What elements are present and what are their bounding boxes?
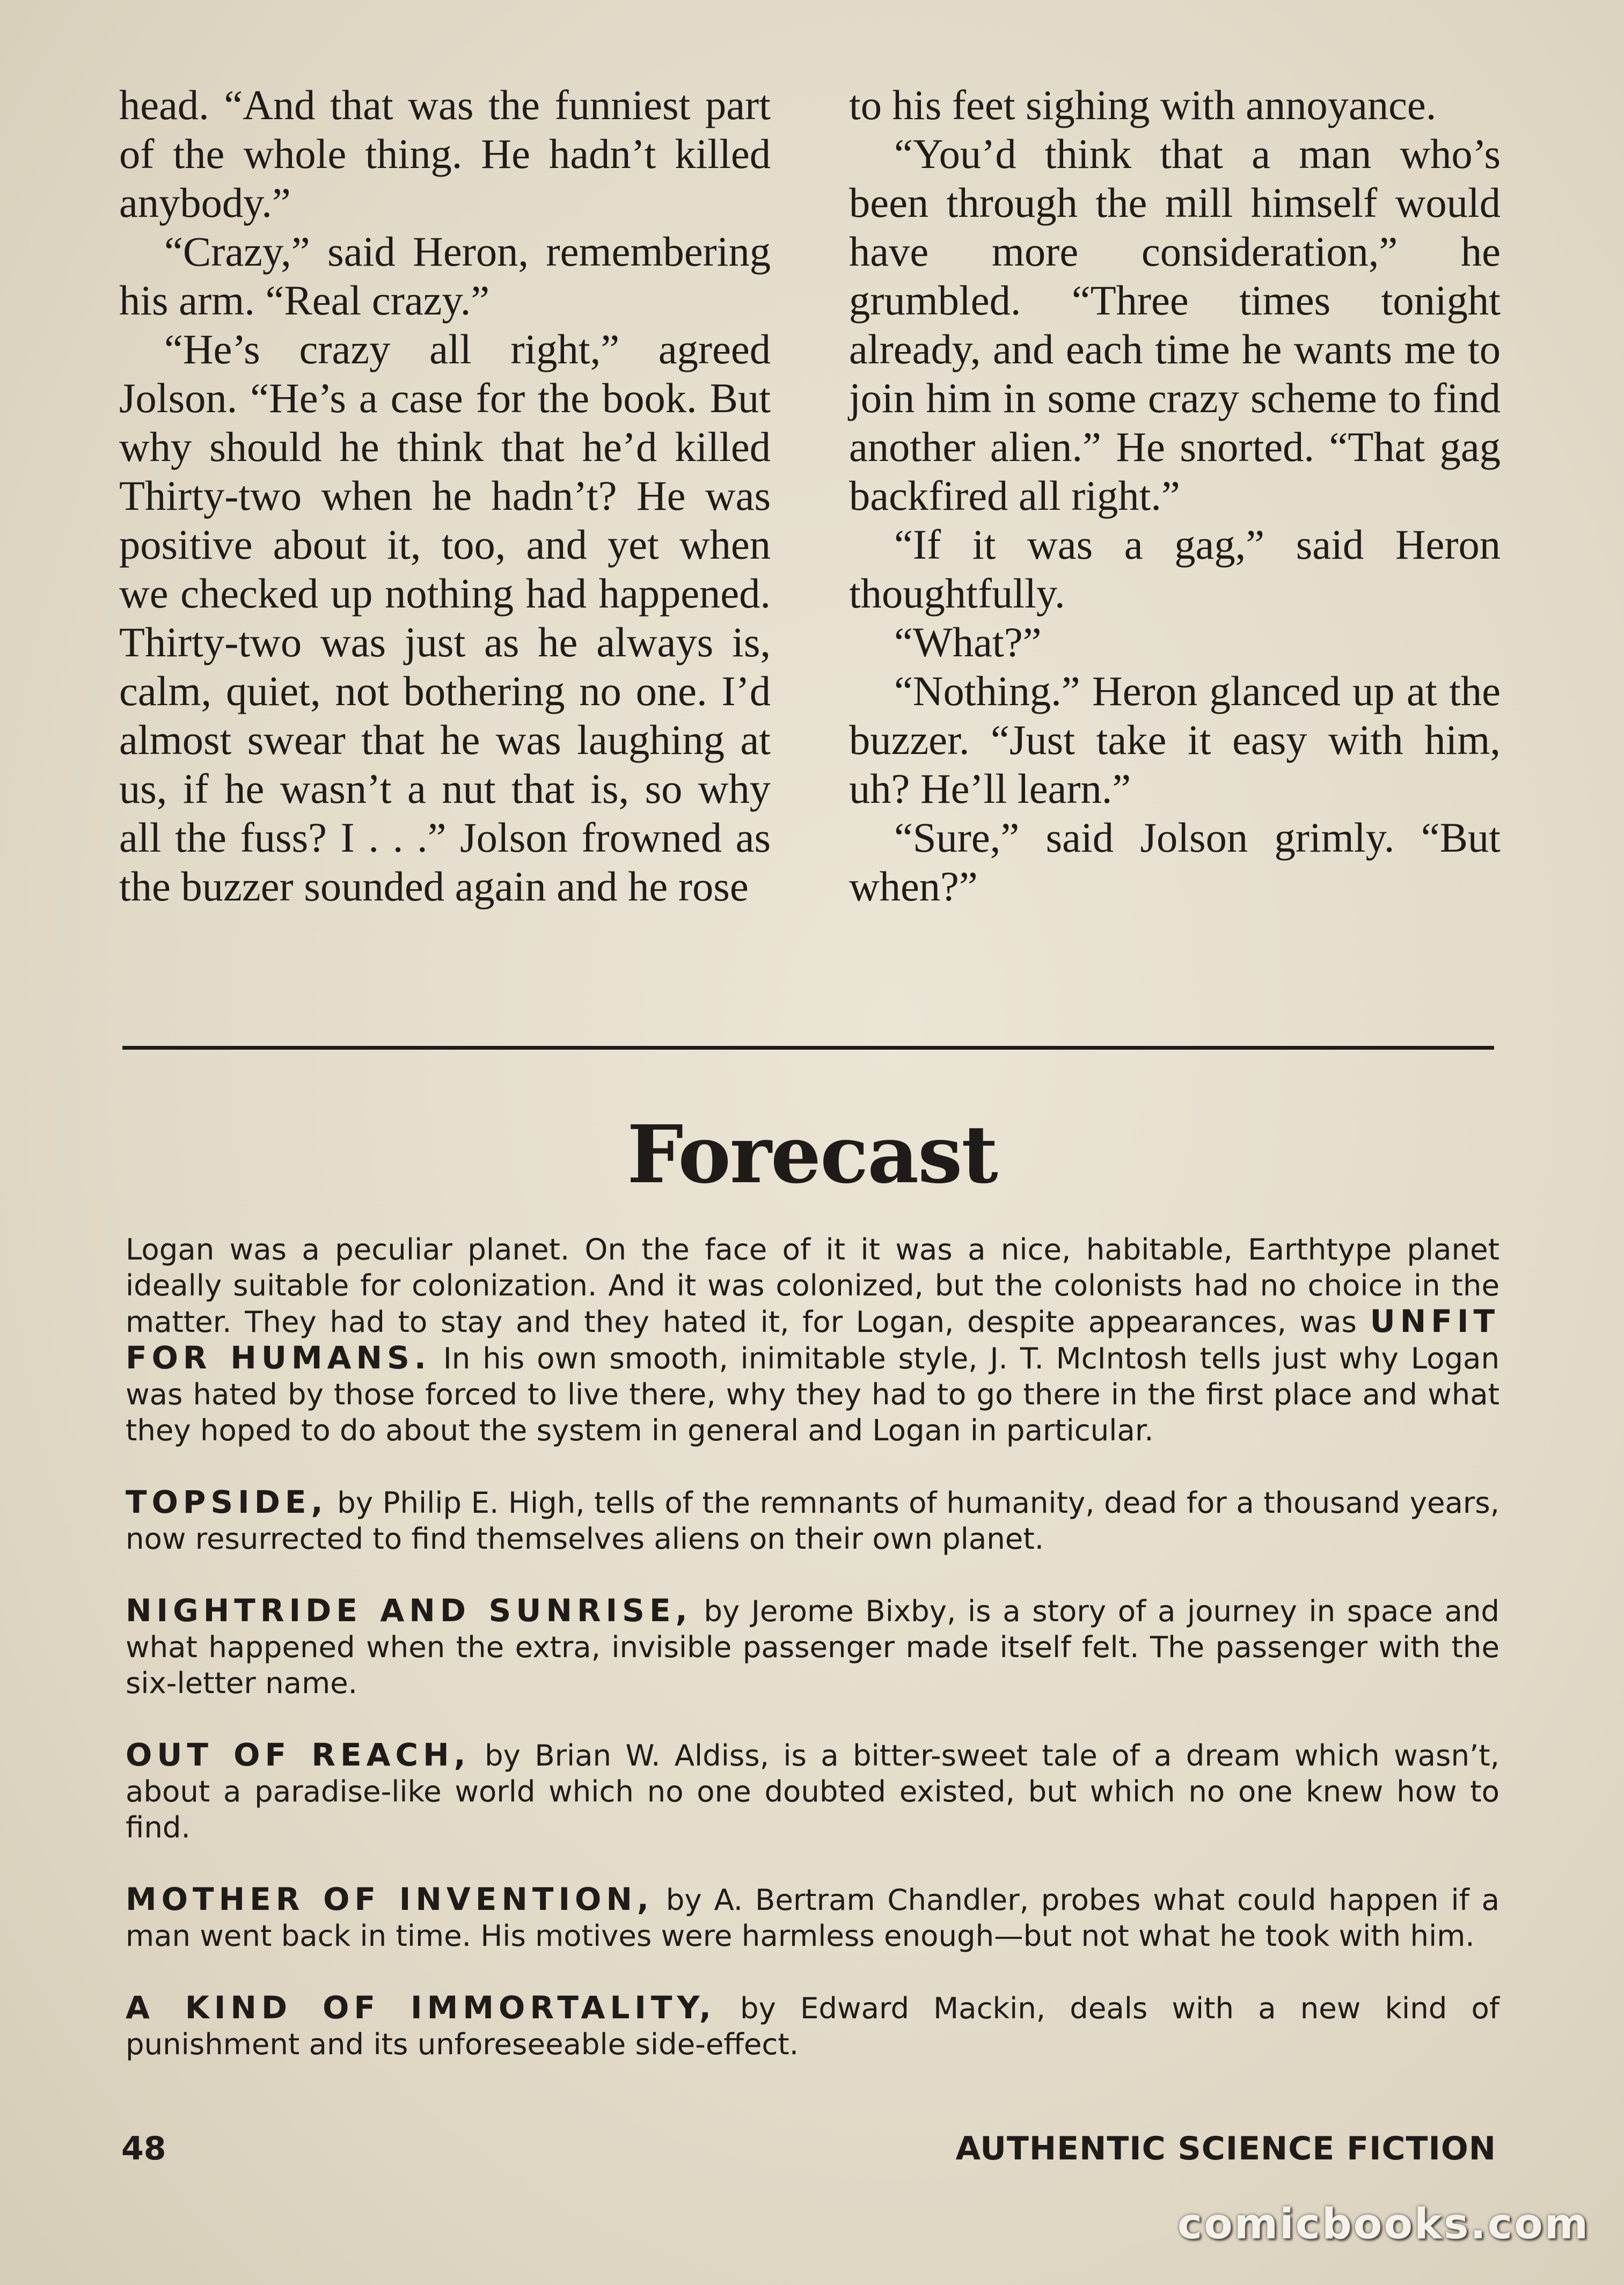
story-paragraph: “What?” <box>894 619 1042 665</box>
forecast-intro <box>126 1232 1499 1448</box>
story-paragraph: to his feet sighing with annoyance. <box>849 82 1437 128</box>
forecast-heading: Forecast <box>627 1108 997 1201</box>
section-divider <box>122 1046 1494 1050</box>
forecast-item-title: MOTHER OF INVENTION, <box>126 1881 654 1917</box>
forecast-item-text: by Philip E. High, tells of the remnants of humanity, dead for a thousand years, now resurrected to find themselves aliens on their own planet. <box>126 1485 1500 1556</box>
forecast-item-title: A KIND OF IMMORTALITY, <box>126 1989 716 2026</box>
forecast-item-text: by Jerome Bixby, is a story of a journey in space and what happened when the extra, invisible passenger made itself felt. The passenger with the six-letter name. <box>126 1594 1500 1700</box>
story-paragraph: “He’s crazy all right,” agreed Jolson. “He’s a case for the book. But why should he think that he’d killed Thirty-two when he hadn’t? He was positive about it, too, and yet when we checked up nothing had happened. Thirty-two was just as he always is, calm, quiet, not bothering no one. I’d almost swear that he was laughing at us, if he wasn’t a nut that is, so why all the fuss? I . . .” Jolson frowned as the buzzer sounded again and he rose <box>119 326 771 910</box>
forecast-intro-text: Logan was a peculiar planet. On the face of it it was a nice, habitable, Earthtype planet ideally suitable for colonization. And it was colonized, but the colonists had no choice in the matter. They had to stay and they hated it, for Logan, despite appearances, was <box>126 1232 1499 1339</box>
story-paragraph: head. “And that was the funniest part of the whole thing. He hadn’t killed anybody.” <box>119 82 771 226</box>
forecast-intro-title: UNFIT FOR HUMANS. <box>126 1303 1500 1376</box>
story-paragraph: “Crazy,” said Heron, remembering his arm. “Real crazy.” <box>119 228 771 324</box>
forecast-item-title: OUT OF REACH, <box>126 1737 471 1773</box>
forecast-section <box>126 1232 1499 2062</box>
forecast-item <box>126 1593 1499 1701</box>
forecast-item <box>126 1881 1499 1954</box>
story-paragraph: “Nothing.” Heron glanced up at the buzzer. “Just take it easy with him, uh? He’ll learn.” <box>849 668 1501 812</box>
watermark: comicbooks.com <box>1177 2200 1590 2249</box>
forecast-item <box>126 1990 1499 2062</box>
story-paragraph: “Sure,” said Jolson grimly. “But when?” <box>849 814 1501 910</box>
forecast-item <box>126 1737 1499 1845</box>
forecast-item-text: by Edward Mackin, deals with a new kind of punishment and its unforeseeable side-effect. <box>126 1991 1499 2061</box>
story-paragraph: “You’d think that a man who’s been through the mill himself would have more consideration,” he grumbled. “Three times tonight already, and each time he wants me to join him in some crazy scheme to find another alien.” He snorted. “That gag backfired all right.” <box>849 130 1501 519</box>
forecast-item-text: by A. Bertram Chandler, probes what could happen if a man went back in time. His motives were harmless enough—but not what he took with him. <box>126 1883 1500 1953</box>
story-column-right <box>849 80 1501 911</box>
story-paragraph: “If it was a gag,” said Heron thoughtfully. <box>849 521 1501 617</box>
forecast-intro-text: In his own smooth, inimitable style, J. T. McIntosh tells just why Logan was hated by those forced to live there, why they had to go there in the first place and what they hoped to do about the system in general and Logan in particular. <box>126 1341 1499 1447</box>
page-number: 48 <box>121 2130 166 2167</box>
page-footer <box>121 2127 1496 2170</box>
story-column-left <box>119 80 771 911</box>
forecast-item <box>126 1484 1499 1557</box>
forecast-item-title: TOPSIDE, <box>126 1484 328 1520</box>
magazine-title: AUTHENTIC SCIENCE FICTION <box>955 2130 1496 2167</box>
forecast-item-title: NIGHTRIDE AND SUNRISE, <box>126 1592 692 1629</box>
forecast-item-text: by Brian W. Aldiss, is a bitter-sweet tale of a dream which wasn’t, about a paradise-like world which no one doubted existed, but which no one knew how to find. <box>126 1738 1500 1844</box>
